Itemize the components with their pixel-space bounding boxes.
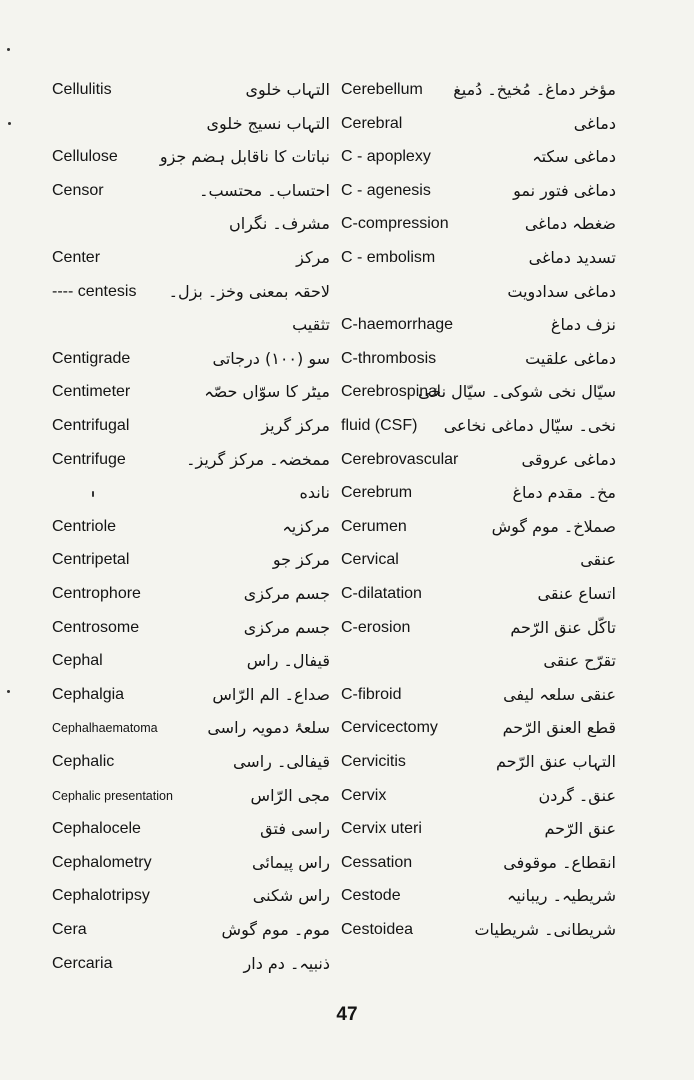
scan-speck bbox=[7, 690, 10, 693]
left-urdu-term: جسم مرکزی bbox=[243, 617, 330, 637]
right-english-term: C-compression bbox=[341, 215, 449, 233]
glossary-row bbox=[0, 349, 694, 379]
right-urdu-term: ضغطہ دماغی bbox=[524, 214, 616, 234]
glossary-row bbox=[0, 450, 694, 480]
scan-speck bbox=[7, 48, 10, 51]
left-urdu-term: مرکز bbox=[296, 248, 330, 267]
glossary-row bbox=[0, 147, 694, 177]
glossary-row bbox=[0, 382, 694, 412]
left-urdu-term: میٹر کا سوّاں حصّہ bbox=[204, 382, 330, 402]
left-urdu-term: مرکزیہ bbox=[282, 516, 330, 536]
glossary-row bbox=[0, 886, 694, 916]
right-urdu-term: التہاب عنق الرّحم bbox=[495, 752, 616, 771]
right-urdu-term: مخ۔ مقدم دماغ bbox=[512, 483, 616, 503]
left-english-term: Cellulose bbox=[52, 148, 118, 166]
glossary-row bbox=[0, 181, 694, 211]
right-urdu-term: انقطاع۔ موقوفی bbox=[503, 852, 616, 872]
right-urdu-term: تاکّل عنق الرّحم bbox=[510, 617, 616, 637]
glossary-row bbox=[0, 718, 694, 748]
left-urdu-term: صداع۔ الم الرّاس bbox=[212, 684, 330, 704]
left-english-term: Centrifuge bbox=[52, 450, 126, 468]
right-english-term: C-thrombosis bbox=[341, 349, 437, 367]
right-urdu-term: دماغی علقیت bbox=[525, 348, 616, 368]
glossary-row bbox=[0, 282, 694, 312]
left-urdu-term: مشرف۔ نگراں bbox=[228, 214, 330, 234]
right-urdu-term: شریطیہ۔ ریبانیہ bbox=[506, 886, 616, 906]
left-english-term: Centrophore bbox=[52, 585, 141, 602]
glossary-row bbox=[0, 114, 694, 144]
left-english-term: Center bbox=[52, 249, 101, 266]
left-urdu-term: جسم مرکزی bbox=[243, 584, 330, 603]
right-urdu-term: نزف دماغ bbox=[550, 315, 616, 335]
right-urdu-term: دماغی عروقی bbox=[521, 449, 616, 469]
left-urdu-term: التہاب خلوی bbox=[245, 80, 330, 99]
right-urdu-term: مؤخر دماغ۔ مُخیخ۔ دُمیغ bbox=[453, 80, 616, 99]
left-english-term: Cephalic bbox=[52, 753, 115, 770]
glossary-row bbox=[0, 517, 694, 547]
left-english-term: ---- centesis bbox=[52, 282, 137, 300]
right-english-term: C - agenesis bbox=[341, 181, 431, 199]
right-english-term: Cervix uteri bbox=[341, 820, 422, 838]
right-english-term: Cervicitis bbox=[341, 753, 406, 770]
right-urdu-term: دماغی bbox=[573, 113, 616, 133]
right-urdu-term: شریطانی۔ شریطیات bbox=[474, 920, 616, 939]
left-urdu-term: موم۔ موم گوش bbox=[221, 920, 330, 939]
right-english-term: C-dilatation bbox=[341, 585, 422, 602]
right-english-term: Cerebellum bbox=[341, 81, 423, 98]
left-english-term: Centrosome bbox=[52, 618, 140, 636]
right-english-term: Cerebral bbox=[341, 114, 403, 132]
left-urdu-term: راس شکنی bbox=[252, 886, 330, 906]
right-urdu-term: اتساع عنقی bbox=[537, 584, 616, 603]
right-urdu-term: تسدید دماغی bbox=[528, 248, 616, 267]
right-english-term: Cervical bbox=[341, 551, 399, 569]
right-english-term: C-fibroid bbox=[341, 685, 402, 703]
left-english-term: Cephalocele bbox=[52, 820, 141, 838]
right-english-term: Cessation bbox=[341, 853, 413, 871]
left-urdu-term: راس پیمائی bbox=[252, 852, 330, 872]
right-urdu-term: نخی۔ سیّال دماغی نخاعی bbox=[443, 416, 616, 435]
right-urdu-term: عنقی سلعہ لیفی bbox=[503, 684, 616, 704]
left-urdu-term: نباتات کا ناقابل ہضم جزو bbox=[159, 147, 330, 167]
left-english-term: Centripetal bbox=[52, 551, 130, 569]
glossary-row bbox=[0, 416, 694, 446]
glossary-row bbox=[0, 752, 694, 782]
right-english-term: Cervicectomy bbox=[341, 719, 438, 737]
left-urdu-term: مرکز گریز bbox=[261, 416, 330, 435]
left-english-term: Cephalgia bbox=[52, 685, 125, 703]
left-english-term: Centigrade bbox=[52, 349, 131, 367]
left-urdu-term: سلعۂ دمویہ راسی bbox=[207, 718, 330, 738]
scan-speck bbox=[8, 122, 11, 125]
glossary-row bbox=[0, 483, 694, 513]
left-english-term: Cephal bbox=[52, 652, 103, 670]
glossary-row bbox=[0, 80, 694, 110]
left-english-term: Centimeter bbox=[52, 383, 131, 401]
left-urdu-term: تثقیب bbox=[292, 315, 330, 335]
left-urdu-term: سو (۱۰۰) درجاتی bbox=[212, 348, 330, 368]
right-english-term: Cervix bbox=[341, 786, 387, 804]
glossary-row bbox=[0, 954, 694, 984]
left-urdu-term: لاحقہ بمعنی وخز۔ بزل۔ bbox=[168, 281, 330, 301]
glossary-row bbox=[0, 651, 694, 681]
page-number: 47 bbox=[336, 1004, 358, 1025]
left-urdu-term: قیفال۔ راس bbox=[246, 651, 330, 671]
right-urdu-term: دماغی فتور نمو bbox=[513, 180, 616, 200]
right-urdu-term: قطع العنق الرّحم bbox=[502, 718, 616, 738]
right-english-term: C - apoplexy bbox=[341, 148, 431, 166]
glossary-row bbox=[0, 214, 694, 244]
left-urdu-term: التہاب نسیج خلوی bbox=[206, 113, 330, 133]
right-urdu-term: دماغی سدادویت bbox=[507, 281, 616, 301]
left-english-term: Cephalic presentation bbox=[52, 788, 173, 803]
left-english-term: Cercaria bbox=[52, 954, 113, 972]
right-urdu-term: عنق۔ گردن bbox=[538, 785, 616, 805]
right-urdu-term: عنق الرّحم bbox=[544, 819, 616, 839]
right-english-term: Cerebrovascular bbox=[341, 450, 459, 468]
right-urdu-term: صملاخ۔ موم گوش bbox=[491, 516, 616, 536]
glossary-row bbox=[0, 853, 694, 883]
left-english-term: Cephalhaematoma bbox=[52, 721, 158, 736]
left-english-term: Centriole bbox=[52, 517, 117, 535]
left-urdu-term: ذنبیہ۔ دم دار bbox=[243, 953, 330, 973]
left-english-term: Cephalotripsy bbox=[52, 887, 150, 905]
glossary-row bbox=[0, 618, 694, 648]
left-urdu-term: مجی الرّاس bbox=[250, 785, 330, 805]
right-english-term: Cestoidea bbox=[341, 921, 414, 938]
left-english-term: Cephalometry bbox=[52, 853, 152, 871]
glossary-row bbox=[0, 248, 694, 278]
left-urdu-term: قیفالی۔ راسی bbox=[232, 752, 330, 771]
glossary-row bbox=[0, 550, 694, 580]
glossary-row bbox=[0, 685, 694, 715]
left-english-term: Cera bbox=[52, 921, 87, 938]
right-urdu-term: عنقی bbox=[580, 550, 616, 570]
glossary-row bbox=[0, 819, 694, 849]
right-english-term: Cerebrum bbox=[341, 484, 413, 502]
left-urdu-term: احتساب۔ محتسب۔ bbox=[199, 180, 330, 200]
scan-speck bbox=[92, 491, 94, 497]
glossary-row bbox=[0, 315, 694, 345]
right-english-term: C-haemorrhage bbox=[341, 316, 454, 334]
glossary-row bbox=[0, 920, 694, 950]
left-urdu-term: ممخضہ۔ مرکز گریز۔ bbox=[186, 449, 330, 469]
right-english-term: Cestode bbox=[341, 887, 401, 905]
right-english-term: fluid (CSF) bbox=[341, 417, 418, 434]
left-urdu-term: نانده bbox=[299, 483, 330, 503]
right-english-term: C-erosion bbox=[341, 618, 411, 636]
left-english-term: Centrifugal bbox=[52, 417, 130, 434]
glossary-row bbox=[0, 786, 694, 816]
right-urdu-term: دماغی سکتہ bbox=[532, 147, 616, 167]
left-urdu-term: راسی فتق bbox=[260, 819, 330, 839]
left-english-term: Cellulitis bbox=[52, 81, 112, 98]
left-urdu-term: مرکز جو bbox=[272, 550, 330, 570]
left-english-term: Censor bbox=[52, 181, 104, 199]
right-english-term: Cerebrospinal bbox=[341, 383, 441, 401]
right-english-term: C - embolism bbox=[341, 249, 436, 266]
glossary-row bbox=[0, 584, 694, 614]
right-english-term: Cerumen bbox=[341, 517, 407, 535]
right-urdu-term: تقرّح عنقی bbox=[543, 651, 616, 671]
right-urdu-term: سیّال نخی شوکی۔ سیّال نخی bbox=[417, 382, 616, 402]
